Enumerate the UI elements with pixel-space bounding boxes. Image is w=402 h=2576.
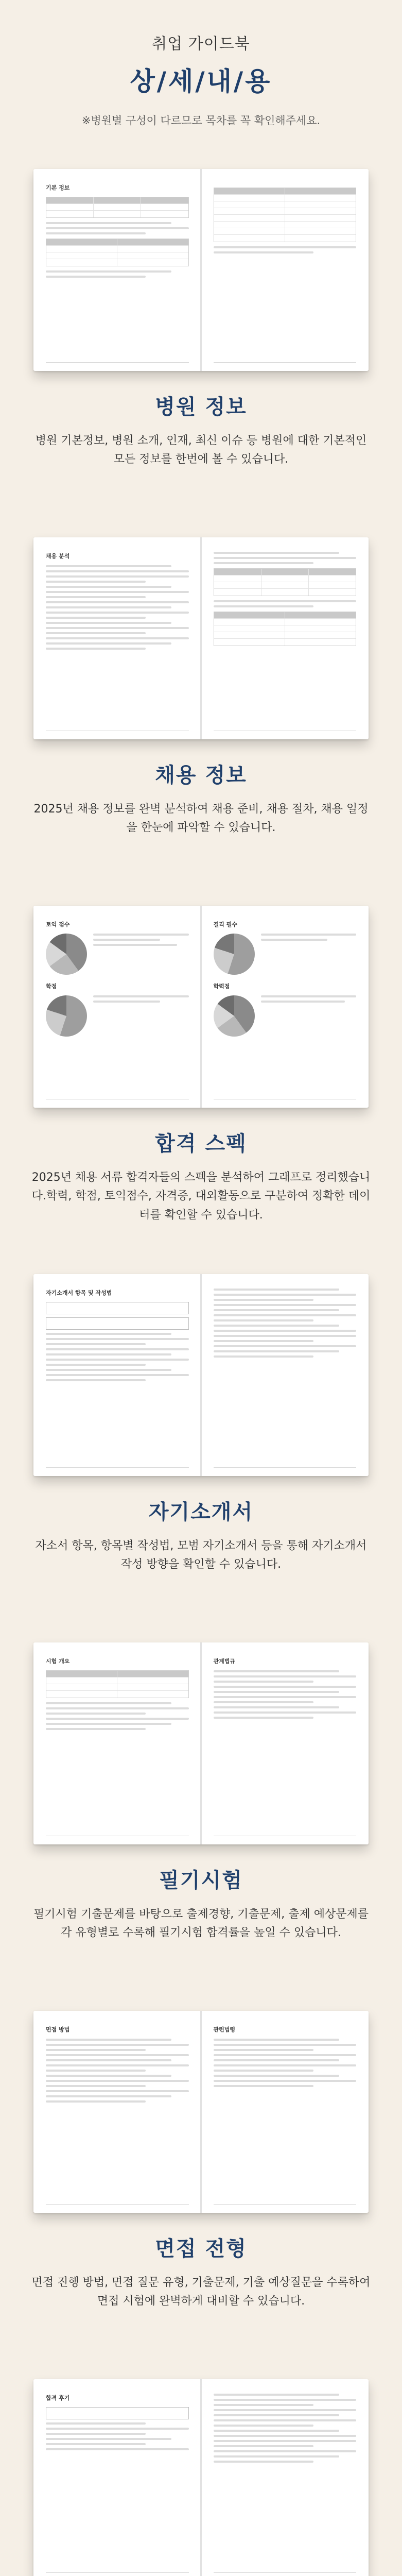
- pie-chart-icon: [46, 934, 87, 975]
- page-label: 자기소개서 항목 및 작성법: [46, 1290, 112, 1296]
- book-left-page: [33, 1642, 201, 1844]
- book-right-page: [201, 1274, 369, 1476]
- page-label-2: 학력점: [213, 983, 230, 990]
- section-desc: 자소서 항목, 항목별 작성법, 모범 자기소개서 등을 통해 자기소개서 작성 방향을 확인할 수 있습니다.: [35, 1539, 367, 1571]
- section-reviews: [0, 2359, 402, 2576]
- section-desc: 면접 진행 방법, 면접 질문 유형, 기출문제, 기출 예상질문을 수록하여 면접 시험에 완벽하게 대비할 수 있습니다.: [31, 2276, 371, 2308]
- book-right-page: [201, 2379, 369, 2576]
- page-label: 결격 필수: [213, 921, 237, 928]
- section-desc: 2025년 채용 정보를 완벽 분석하여 채용 준비, 채용 절차, 채용 일정을 한눈에 파악할 수 있습니다.: [33, 803, 369, 835]
- section-written-test: [0, 1622, 402, 1990]
- book-right-page: [201, 169, 369, 371]
- book-preview: [33, 169, 369, 371]
- section-title: 필기시험: [159, 1869, 243, 1892]
- section-pass-spec: [0, 885, 402, 1253]
- book-preview: [33, 2379, 369, 2576]
- page-label: 시험 개요: [46, 1658, 70, 1665]
- book-right-page: [201, 1642, 369, 1844]
- pie-chart-icon: [214, 934, 255, 975]
- book-preview: [33, 537, 369, 739]
- section-title: 합격 스펙: [155, 1132, 247, 1156]
- page-label: 기본 정보: [46, 184, 70, 191]
- book-right-page: [201, 2011, 369, 2213]
- section-interview: [0, 1990, 402, 2359]
- section-desc: 2025년 채용 서류 합격자들의 스펙을 분석하여 그래프로 정리했습니다.학력, 학점, 토익점수, 자격증, 대외활동으로 구분하여 정확한 데이터를 확인할 수 있습니다.: [31, 1171, 371, 1222]
- book-left-page: [33, 537, 201, 739]
- book-left-page: [33, 2011, 201, 2213]
- page-label-2: 학점: [46, 983, 57, 990]
- page-label: 합격 후기: [46, 2395, 70, 2401]
- page-label: 관련법령: [213, 2026, 236, 2033]
- header-note: ※병원별 구성이 다르므로 목차를 꼭 확인해주세요.: [81, 114, 321, 127]
- page-label: 관계법규: [213, 1658, 236, 1665]
- header-title: 상/세/내/용: [130, 66, 272, 96]
- header: [0, 0, 402, 148]
- section-title: 자기소개서: [148, 1500, 254, 1524]
- book-preview: [33, 1642, 369, 1844]
- book-left-page: [33, 2379, 201, 2576]
- pie-chart-icon: [46, 995, 87, 1037]
- book-right-page: [201, 537, 369, 739]
- book-preview: [33, 2011, 369, 2213]
- book-right-page: [201, 906, 369, 1108]
- section-title: 채용 정보: [155, 764, 247, 787]
- page-label: 면접 방법: [46, 2026, 70, 2033]
- section-hospital-info: [0, 148, 402, 517]
- book-preview: [33, 1274, 369, 1476]
- book-left-page: [33, 906, 201, 1108]
- header-sup: 취업 가이드북: [152, 35, 250, 53]
- page-label: 토익 점수: [46, 921, 70, 928]
- section-title: 면접 전형: [155, 2237, 247, 2261]
- section-title: 병원 정보: [155, 395, 247, 419]
- book-left-page: [33, 169, 201, 371]
- pie-chart-icon: [214, 995, 255, 1037]
- page-label: 채용 분석: [46, 553, 70, 560]
- book-left-page: [33, 1274, 201, 1476]
- book-preview: [33, 906, 369, 1108]
- section-recruit-info: [0, 517, 402, 885]
- section-desc: 필기시험 기출문제를 바탕으로 출제경향, 기출문제, 출제 예상문제를 각 유형별로 수록해 필기시험 합격률을 높일 수 있습니다.: [33, 1908, 369, 1940]
- section-cover-letter: [0, 1253, 402, 1622]
- section-desc: 병원 기본정보, 병원 소개, 인재, 최신 이슈 등 병원에 대한 기본적인 모든 정보를 한번에 볼 수 있습니다.: [35, 434, 367, 466]
